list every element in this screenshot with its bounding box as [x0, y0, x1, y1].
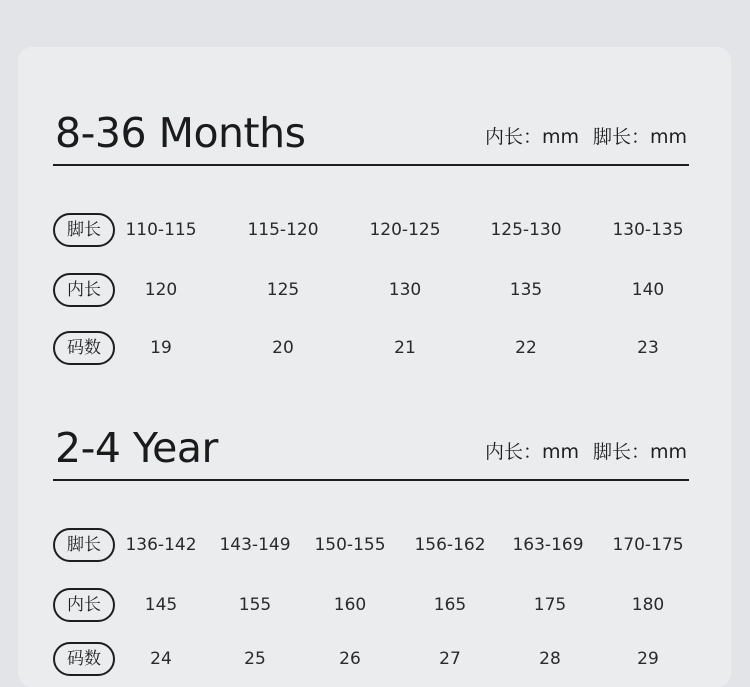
- table-cell: 23: [637, 338, 659, 358]
- row-label-pill: 脚长: [53, 528, 115, 562]
- table-cell: 22: [515, 338, 537, 358]
- table-cell: 125-130: [490, 220, 562, 240]
- table-cell: 120-125: [369, 220, 441, 240]
- size-row: [53, 642, 689, 676]
- inner-length-unit: 内长：mm: [484, 126, 579, 148]
- table-cell: 27: [439, 649, 461, 669]
- table-cell: 20: [272, 338, 294, 358]
- row-label-pill: 码数: [53, 331, 115, 365]
- table-cell: 163-169: [512, 535, 584, 555]
- row-label-pill: 内长: [53, 588, 115, 622]
- size-section-8-36-months: [53, 105, 689, 358]
- table-cell: 156-162: [414, 535, 486, 555]
- table-cell: 25: [244, 649, 266, 669]
- foot-length-unit: 脚长：mm: [592, 441, 687, 463]
- foot-length-row: [53, 528, 689, 562]
- table-cell: 160: [333, 595, 367, 615]
- foot-length-row: [53, 213, 689, 247]
- table-cell: 110-115: [125, 220, 197, 240]
- table-cell: 140: [631, 280, 665, 300]
- row-label-pill: 脚长: [53, 213, 115, 247]
- inner-length-unit: 内长：mm: [484, 441, 579, 463]
- row-label-pill: 码数: [53, 642, 115, 676]
- section-title: 8-36 Months: [55, 109, 306, 157]
- table-cell: 175: [533, 595, 567, 615]
- section-header: [53, 420, 689, 481]
- section-header: [53, 105, 689, 166]
- table-cell: 136-142: [125, 535, 197, 555]
- table-cell: 24: [150, 649, 172, 669]
- table-cell: 135: [509, 280, 543, 300]
- inner-length-row: [53, 588, 689, 622]
- table-cell: 150-155: [314, 535, 386, 555]
- row-label-pill: 内长: [53, 273, 115, 307]
- foot-length-unit: 脚长：mm: [592, 126, 687, 148]
- table-cell: 165: [433, 595, 467, 615]
- size-row: [53, 331, 689, 365]
- table-cell: 130: [388, 280, 422, 300]
- table-cell: 120: [144, 280, 178, 300]
- unit-note: [485, 122, 687, 152]
- unit-note: [485, 437, 687, 467]
- table-cell: 29: [637, 649, 659, 669]
- table-cell: 19: [150, 338, 172, 358]
- size-section-2-4-year: [53, 420, 689, 669]
- table-cell: 21: [394, 338, 416, 358]
- table-cell: 130-135: [612, 220, 684, 240]
- table-cell: 28: [539, 649, 561, 669]
- table-cell: 125: [266, 280, 300, 300]
- section-title: 2-4 Year: [55, 424, 218, 472]
- table-cell: 145: [144, 595, 178, 615]
- table-cell: 143-149: [219, 535, 291, 555]
- table-cell: 180: [631, 595, 665, 615]
- table-cell: 115-120: [247, 220, 319, 240]
- table-cell: 26: [339, 649, 361, 669]
- table-cell: 155: [238, 595, 272, 615]
- inner-length-row: [53, 273, 689, 307]
- table-cell: 170-175: [612, 535, 684, 555]
